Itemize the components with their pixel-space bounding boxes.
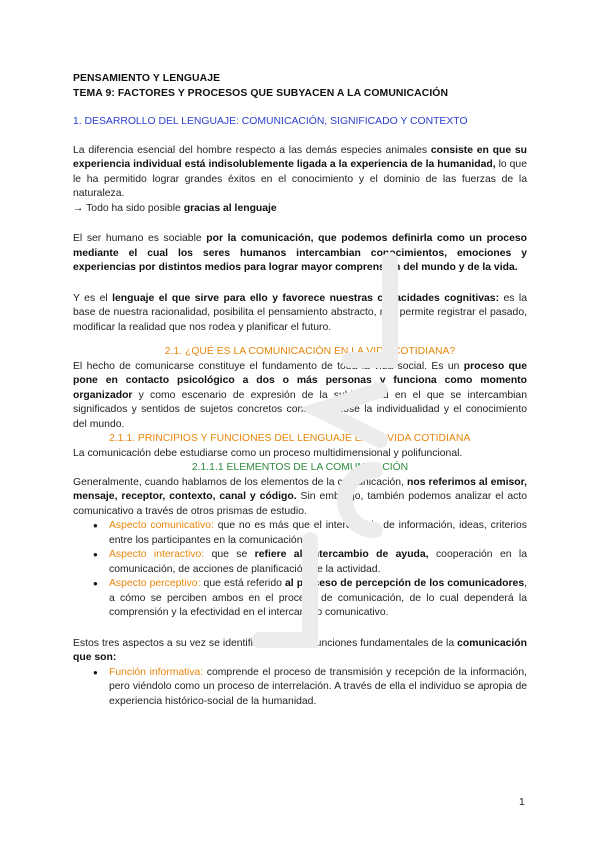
section-2-1-1-heading: 2.1.1. PRINCIPIOS Y FUNCIONES DEL LENGUAJE EN LA VIDA COTIDIANA (109, 433, 471, 444)
page-number: 1 (519, 797, 525, 808)
list-item: ● Aspecto interactivo: que se refiere al intercambio de ayuda, cooperación en la comunicación, de acciones de planificación de la actividad. (109, 548, 527, 577)
document-subtitle: TEMA 9: FACTORES Y PROCESOS QUE SUBYACEN A LA COMUNICACIÓN (73, 87, 449, 99)
list-item: ● Función informativa: comprende el proceso de transmisión y recepción de la información, pero viéndolo como un proceso de interrelación. A través de ella el individuo se apropia de experiencia histórico-social de la humanidad. (109, 666, 527, 710)
arrow-note: → Todo ha sido posible gracias al lenguaje (73, 202, 277, 214)
list-item: ● Aspecto comunicativo: que no es más que el intercambio de información, ideas, criterios entre los participantes en la comunicación. (109, 519, 527, 548)
paragraph-2-1-1-1: Generalmente, cuando hablamos de los elementos de la comunicación, nos referimos al emisor, mensaje, receptor, contexto, canal y código. Sin embargo, también podemos analizar el acto comunicativo a través de otros prismas de estudio. (73, 476, 527, 517)
list-item: ● Aspecto perceptivo: que está referido al proceso de percepción de los comunicadores, a cómo se perciben ambos en el proceso de comunicación, de lo cual dependerá la comprensión y la efectividad en el intercambio comunicativo. (109, 577, 527, 621)
section-1-heading: 1. DESARROLLO DEL LENGUAJE: COMUNICACIÓN, SIGNIFICADO Y CONTEXTO (73, 116, 468, 127)
functions-list (73, 666, 527, 710)
aspects-list (73, 519, 527, 621)
section-2-1-heading: 2.1. ¿QUÉ ES LA COMUNICACIÓN EN LA VIDA COTIDIANA? (164, 346, 456, 357)
paragraph-3: Y es el lenguaje el que sirve para ello y favorece nuestras capacidades cognitivas: es la base de nuestra racionalidad, posibilita el pensamiento abstracto, nos permite registrar el pasado, modificar la realidad que nos rodea y planificar el futuro. (73, 292, 527, 333)
paragraph-1: La diferencia esencial del hombre respecto a las demás especies animales consiste en que su experiencia individual está indisolublemente ligada a la experiencia de la humanidad, lo que le ha permitido lograr grandes éxitos en el conocimiento y el dominio de las fuerzas de la naturaleza. (73, 144, 527, 199)
paragraph-2: El ser humano es sociable por la comunicación, que podemos definirla como un proceso mediante el cual los seres humanos intercambian conocimientos, emociones y experiencias por distintos medios para lograr mayor comprensión del mundo y de la vida. (73, 233, 527, 273)
paragraph-functions-intro: Estos tres aspectos a su vez se identifican con tres funciones fundamentales de la comunicación que son: (73, 637, 527, 663)
section-2-1-1-1-heading: 2.1.1.1 ELEMENTOS DE LA COMUNICACIÓN (191, 462, 409, 473)
page-content (73, 72, 527, 709)
document-title: PENSAMIENTO Y LENGUAJE (73, 73, 221, 84)
paragraph-2-1: El hecho de comunicarse constituye el fundamento de toda la vida social. Es un proceso que pone en contacto psicológico a dos o más personas y funciona como momento organizador y como escenario de expresión de la subjetividad en el que se intercambian significados y sentidos de sujetos concretos construyéndose la individualidad y el conocimiento del mundo. (73, 360, 527, 430)
paragraph-2-1-1: La comunicación debe estudiarse como un proceso multidimensional y polifuncional. (73, 447, 463, 459)
